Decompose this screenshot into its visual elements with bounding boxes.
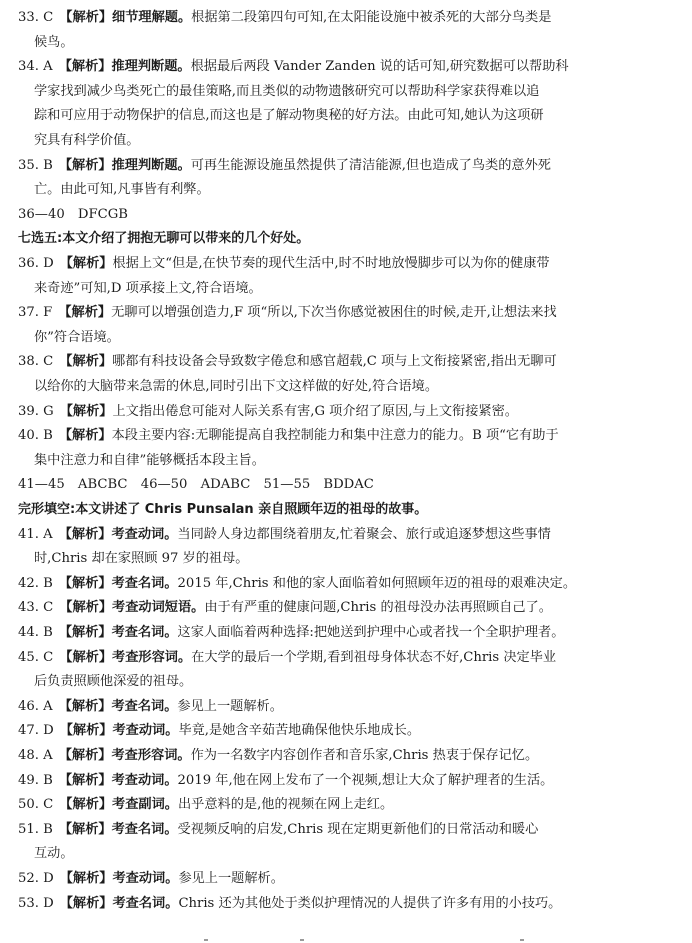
answer-number: 44. B	[18, 625, 53, 640]
answer-number: 39. G	[18, 403, 54, 419]
answer-line	[18, 426, 674, 446]
answer-line: 36—40 DFCGB	[18, 206, 128, 222]
section-heading: 七选五:本文介绍了拥抱无聊可以带来的几个好处。	[18, 231, 310, 247]
answer-line	[18, 623, 674, 643]
section-heading: 完形填空:本文讲述了 Chris Punsalan 亲自照顾年迈的祖母的故事。	[18, 502, 428, 517]
answer-number: 49. B	[18, 772, 53, 788]
answer-number: 51. B	[18, 821, 53, 837]
question-type: 考查动词。	[111, 772, 178, 788]
answer-number: 35. B	[18, 157, 53, 173]
analysis-tag: 【解析】	[58, 821, 112, 837]
question-type: 推理判断题。	[111, 59, 191, 75]
analysis-tag: 【解析】	[59, 354, 113, 370]
answer-line: 41—45 ABCBC 46—50 ADABC 51—55 BDDAC	[18, 477, 374, 493]
continuation-line: 以给你的大脑带来急需的休息,同时引出下文这样做的好处,符合语境。	[34, 379, 439, 394]
analysis-tag: 【解析】	[59, 723, 113, 739]
analysis-tag: 【解析】	[58, 698, 112, 714]
analysis-tag: 【解析】	[58, 526, 112, 542]
answer-number: 50. C	[18, 797, 54, 813]
answer-number: 34. A	[18, 59, 53, 75]
question-type: 考查动词短语。	[112, 600, 205, 616]
continuation-line: 亡。由此可知,凡事皆有利弊。	[34, 182, 210, 198]
analysis-tag: 【解析】	[59, 600, 113, 616]
continuation-line: 来奇迹”可知,D 项承接上文,符合语境。	[34, 280, 262, 296]
answer-number: 47. D	[18, 723, 54, 739]
explanation-text: 出乎意料的是,他的视频在网上走红。	[177, 797, 394, 813]
analysis-tag: 【解析】	[59, 403, 113, 419]
answer-line	[18, 771, 674, 791]
explanation-text: 2015 年,Chris 和他的家人面临着如何照顾年迈的祖母的艰难决定。	[177, 575, 577, 591]
answer-number: 40. B	[18, 428, 53, 444]
explanation-text: 哪都有科技设备会导致数字倦怠和感官超载,C 项与上文衔接紧密,指出无聊可	[112, 354, 557, 370]
explanation-text: 无聊可以增强创造力,F 项“所以,下次当你感觉被困住的时候,走开,让想法来找	[111, 305, 557, 321]
continuation-line: 你”符合语境。	[34, 329, 120, 345]
answer-line	[18, 8, 674, 28]
continuation-line: 后负责照顾他深爱的祖母。	[34, 674, 193, 690]
analysis-tag: 【解析】	[58, 748, 112, 763]
explanation-text: 作为一名数字内容创作者和音乐家,Chris 热衷于保存记忆。	[190, 748, 539, 763]
answer-line	[18, 746, 674, 766]
answer-line	[18, 721, 674, 741]
explanation-text: 在大学的最后一个学期,看到祖母身体状态不好,Chris 决定毕业	[191, 649, 557, 665]
answer-number: 42. B	[18, 575, 53, 591]
answer-line	[18, 402, 674, 422]
answer-number: 48. A	[18, 748, 53, 763]
analysis-tag: 【解析】	[59, 797, 113, 813]
analysis-tag: 【解析】	[59, 256, 113, 271]
answer-number: 41. A	[18, 526, 53, 542]
answer-number: 43. C	[18, 600, 54, 616]
explanation-text: 根据上文“但是,在快节奏的现代生活中,时不时地放慢脚步可以为你的健康带	[112, 256, 550, 271]
answer-number: 36. D	[18, 256, 54, 271]
answer-number: 46. A	[18, 698, 53, 714]
continuation-line: 踪和可应用于动物保护的信息,而这也是了解动物奥秘的好方法。由此可知,她认为这项研	[34, 108, 544, 124]
analysis-tag: 【解析】	[59, 871, 113, 886]
analysis-tag: 【解析】	[58, 772, 112, 788]
answer-line	[18, 574, 674, 594]
answer-line	[18, 598, 674, 618]
explanation-text: 由于有严重的健康问题,Chris 的祖母没办法再照顾自己了。	[204, 600, 552, 616]
analysis-tag: 【解析】	[59, 10, 113, 25]
continuation-line: 互动。	[34, 846, 74, 862]
continuation-line: 候鸟。	[34, 34, 74, 50]
explanation-text: 上文指出倦怠可能对人际关系有害,G 项介绍了原因,与上文衔接紧密。	[112, 403, 518, 419]
question-type: 推理判断题。	[111, 157, 191, 173]
explanation-text: Chris 还为其他处于类似护理情况的人提供了许多有用的小技巧。	[178, 895, 562, 911]
question-type: 考查名词。	[111, 698, 178, 714]
question-type: 考查名词。	[111, 821, 178, 837]
answer-number: 52. D	[18, 871, 54, 886]
question-type: 细节理解题。	[112, 10, 192, 25]
answer-line	[18, 156, 674, 176]
continuation-line: 时,Chris 却在家照顾 97 岁的祖母。	[34, 551, 249, 567]
explanation-text: 毕竟,是她含辛茹苦地确保他快乐地成长。	[178, 723, 421, 739]
question-type: 考查形容词。	[112, 649, 192, 665]
continuation-line: 学家找到减少鸟类死亡的最佳策略,而且类似的动物遗骸研究可以帮助科学家获得难以追	[34, 83, 540, 99]
question-type: 考查名词。	[112, 895, 179, 911]
analysis-tag: 【解析】	[59, 649, 113, 665]
explanation-text: 2019 年,他在网上发布了一个视频,想让大众了解护理者的生活。	[177, 772, 554, 788]
continuation-line: 集中注意力和自律”能够概括本段主旨。	[34, 452, 265, 468]
analysis-tag: 【解析】	[58, 575, 112, 591]
analysis-tag: 【解析】	[58, 59, 112, 75]
analysis-tag: 【解析】	[58, 428, 112, 444]
answer-line	[18, 648, 674, 668]
explanation-text: 根据最后两段 Vander Zanden 说的话可知,研究数据可以帮助科	[190, 59, 569, 75]
answer-line	[18, 352, 674, 372]
answer-line	[18, 525, 674, 545]
question-type: 考查动词。	[111, 526, 178, 542]
explanation-text: 本段主要内容:无聊能提高自我控制能力和集中注意力的能力。B 项“它有助于	[111, 428, 559, 444]
answer-line	[18, 869, 674, 889]
analysis-tag: 【解析】	[58, 157, 112, 173]
answer-line	[18, 894, 674, 914]
explanation-text: 这家人面临着两种选择:把她送到护理中心或者找一个全职护理者。	[177, 625, 565, 640]
question-type: 考查形容词。	[111, 748, 191, 763]
answer-line	[18, 820, 674, 840]
explanation-text: 受视频反响的启发,Chris 现在定期更新他们的日常活动和暖心	[177, 821, 539, 837]
page-bottom-edge	[0, 935, 692, 943]
question-type: 考查动词。	[112, 871, 179, 886]
explanation-text: 可再生能源设施虽然提供了清洁能源,但也造成了鸟类的意外死	[190, 157, 551, 173]
analysis-tag: 【解析】	[58, 625, 112, 640]
answer-line	[18, 795, 674, 815]
question-type: 考查动词。	[112, 723, 179, 739]
answer-line	[18, 57, 674, 77]
explanation-text: 当同龄人身边都围绕着朋友,忙着聚会、旅行或追逐梦想这些事情	[177, 526, 551, 542]
answer-line	[18, 303, 674, 323]
question-type: 考查名词。	[111, 625, 178, 640]
answer-number: 53. D	[18, 895, 54, 911]
explanation-text: 参见上一题解析。	[177, 698, 283, 714]
analysis-tag: 【解析】	[59, 895, 113, 911]
answer-number: 37. F	[18, 305, 53, 321]
question-type: 考查名词。	[111, 575, 178, 591]
answer-line	[18, 697, 674, 717]
explanation-text: 根据第二段第四句可知,在太阳能设施中被杀死的大部分鸟类是	[191, 10, 552, 25]
answer-number: 33. C	[18, 10, 54, 25]
answer-number: 45. C	[18, 649, 54, 665]
analysis-tag: 【解析】	[58, 305, 112, 321]
continuation-line: 究具有科学价值。	[34, 133, 140, 148]
answer-number: 38. C	[18, 354, 54, 370]
answer-line	[18, 254, 674, 274]
question-type: 考查副词。	[112, 797, 178, 813]
explanation-text: 参见上一题解析。	[178, 871, 284, 886]
